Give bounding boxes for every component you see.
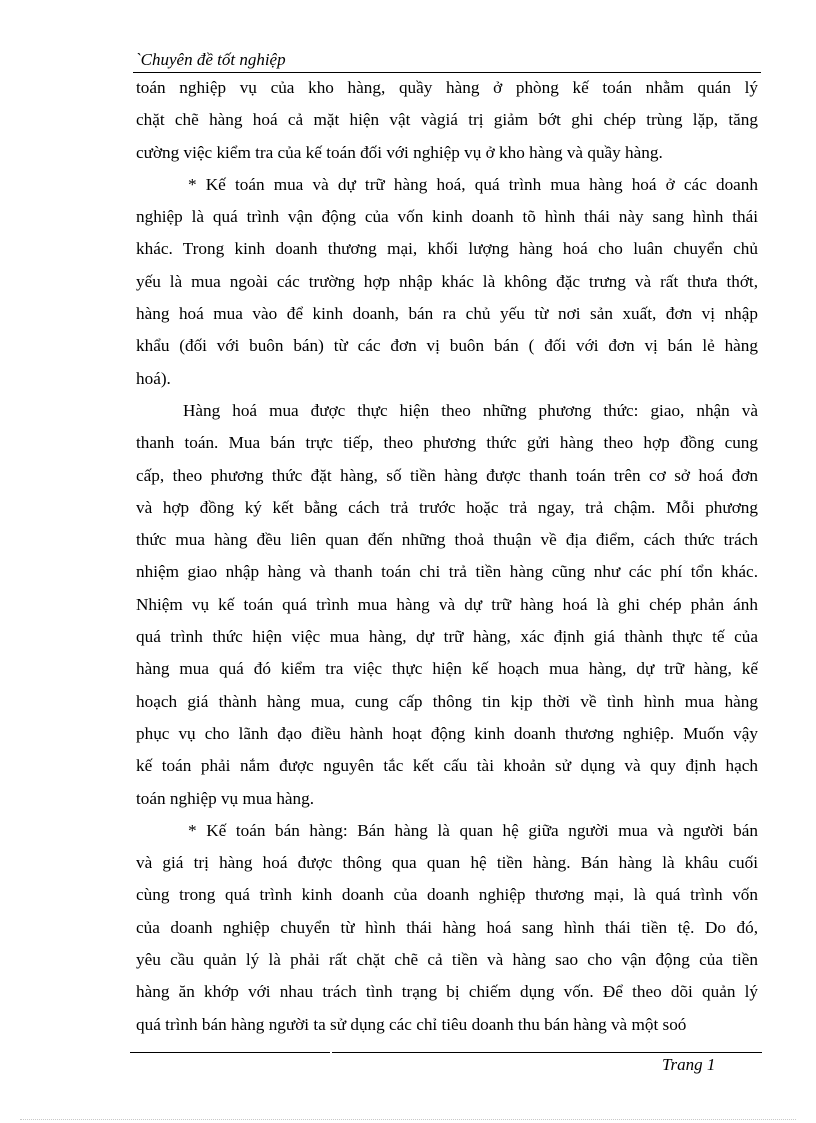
- page-bottom-divider: [20, 1119, 796, 1120]
- header-title: `Chuyên đề tốt nghiệp: [135, 50, 286, 69]
- text-line: hoạch giá thành hàng mua, cung cấp thông tin kịp thời về tình hình mua hàng: [136, 691, 758, 711]
- footer-divider: [332, 1052, 762, 1053]
- text-line: Nhiệm vụ kế toán quá trình mua hàng và dự trữ hàng hoá là ghi chép phản ánh: [136, 594, 758, 614]
- text-line: chặt chẽ hàng hoá cả mặt hiện vật vàgiá trị giảm bớt ghi chép trùng lặp, tăng: [136, 110, 758, 130]
- text-line: nhiệm giao nhập hàng và thanh toán chi trả tiền hàng cũng như các phí tổn khác.: [136, 562, 758, 582]
- text-line: quá trình thức hiện việc mua hàng, dự trữ hàng, xác định giá thành thực tế của: [136, 627, 758, 647]
- text-line: * Kế toán bán hàng: Bán hàng là quan hệ giữa người mua và người bán: [188, 820, 758, 840]
- text-line: hàng mua quá đó kiểm tra việc thực hiện kế hoạch mua hàng, dự trữ hàng, kế: [136, 659, 758, 679]
- text-line: thức mua hàng đều liên quan đến những thoả thuận về địa điểm, cách thức trách: [136, 530, 758, 550]
- text-line: cùng trong quá trình kinh doanh của doanh nghiệp thương mại, là quá trình vốn: [136, 885, 758, 905]
- text-line: toán nghiệp vụ mua hàng.: [136, 788, 315, 808]
- text-line: * Kế toán mua và dự trữ hàng hoá, quá trình mua hàng hoá ở các doanh: [188, 174, 758, 194]
- text-line: quá trình bán hàng người ta sử dụng các chỉ tiêu doanh thu bán hàng và một soó: [136, 1014, 687, 1034]
- text-line: cấp, theo phương thức đặt hàng, số tiền hàng được thanh toán trên cơ sở hoá đơn: [136, 465, 758, 485]
- text-line: cường việc kiểm tra của kế toán đối với nghiệp vụ ở kho hàng và quầy hàng.: [136, 142, 663, 162]
- text-line: hàng ăn khớp với nhau trách tình trạng bị chiếm dụng vốn. Để theo dõi quản lý: [136, 982, 758, 1002]
- text-line: Hàng hoá mua được thực hiện theo những phương thức: giao, nhận và: [183, 400, 758, 420]
- text-line: phục vụ cho lãnh đạo điều hành hoạt động kinh doanh thương nghiệp. Muốn vậy: [136, 723, 758, 743]
- text-line: kế toán phải nắm được nguyên tắc kết cấu tài khoản sử dụng và quy định hạch: [136, 756, 758, 776]
- text-line: toán nghiệp vụ của kho hàng, quầy hàng ở phòng kế toán nhằm quán lý: [136, 78, 758, 97]
- text-line: yêu cầu quản lý là phải rất chặt chẽ cả tiền và hàng sao cho vận động của tiền: [136, 950, 758, 970]
- text-line: hoá).: [136, 368, 171, 388]
- text-line: yếu là mua ngoài các trường hợp nhập khác là không đặc trưng và rất thưa thớt,: [136, 271, 758, 291]
- text-line: và hợp đồng ký kết bằng cách trả trước hoặc trả ngay, trả chậm. Mỗi phương: [136, 497, 758, 517]
- text-line: khác. Trong kinh doanh thương mại, khối lượng hàng hoá cho luân chuyển chủ: [136, 239, 758, 259]
- text-line: thanh toán. Mua bán trực tiếp, theo phương thức gửi hàng theo hợp đồng cung: [136, 433, 758, 453]
- footer-divider: [130, 1052, 330, 1053]
- page-number: Trang 1: [662, 1055, 716, 1074]
- text-line: nghiệp là quá trình vận động của vốn kinh doanh tõ hình thái này sang hình thái: [136, 207, 758, 227]
- document-body: [136, 72, 758, 1041]
- text-line: của doanh nghiệp chuyển từ hình thái hàng hoá sang hình thái tiền tệ. Do đó,: [136, 917, 758, 937]
- page-header: [133, 50, 761, 73]
- text-line: và giá trị hàng hoá được thông qua quan hệ tiền hàng. Bán hàng là khâu cuối: [136, 853, 758, 873]
- text-line: khẩu (đối với buôn bán) từ các đơn vị buôn bán ( đối với đơn vị bán lẻ hàng: [136, 336, 758, 356]
- text-line: hàng hoá mua vào để kinh doanh, bán ra chủ yếu từ nơi sản xuất, đơn vị nhập: [136, 304, 758, 324]
